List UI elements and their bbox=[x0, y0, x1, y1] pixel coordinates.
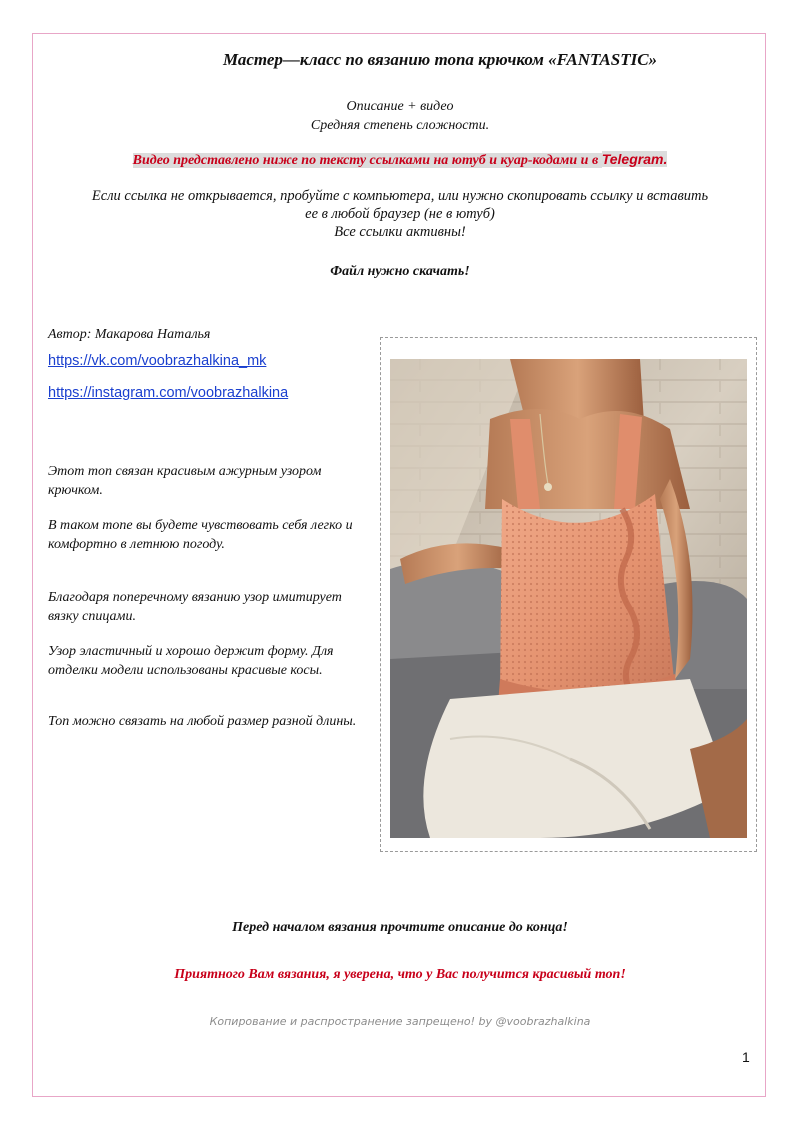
author-name: Автор: Макарова Наталья bbox=[48, 327, 211, 342]
video-note-text: Видео представлено ниже по тексту ссылками на ютуб и куар-кодами и в bbox=[132, 153, 602, 168]
read-note: Перед началом вязания прочтите описание до конца! bbox=[232, 920, 568, 935]
product-photo bbox=[390, 359, 747, 838]
wish-note: Приятного Вам вязания, я уверена, что у Вас получится красивый топ! bbox=[174, 967, 626, 982]
description-paragraph-3: Благодаря поперечному вязанию узор имитирует вязку спицами. bbox=[48, 590, 342, 624]
link-info-line-3: Все ссылки активны! bbox=[334, 224, 466, 240]
download-note: Файл нужно скачать! bbox=[330, 264, 470, 279]
page-title: Мастер—класс по вязанию топа крючком «FANTASTIC» bbox=[222, 50, 658, 69]
vk-link[interactable]: https://vk.com/voobrazhalkina_mk bbox=[48, 353, 267, 369]
subtitle-difficulty: Средняя степень сложности. bbox=[310, 118, 490, 133]
link-info-line-2: ее в любой браузер (не в ютуб) bbox=[305, 206, 495, 222]
description-paragraph-5: Топ можно связать на любой размер разной длины. bbox=[48, 714, 357, 729]
link-info-line-1: Если ссылка не открывается, пробуйте с компьютера, или нужно скопировать ссылку и вставить bbox=[91, 188, 709, 204]
link-info bbox=[40, 187, 760, 241]
copyright-note: Копирование и распространение запрещено! by @voobrazhalkina bbox=[209, 1015, 591, 1028]
description-paragraph-2: В таком топе вы будете чувствовать себя легко и комфортно в летнюю погоду. bbox=[48, 518, 353, 552]
video-note bbox=[40, 150, 760, 170]
description-paragraph-4: Узор эластичный и хорошо держит форму. Для отделки модели использованы красивые косы. bbox=[48, 644, 334, 678]
video-note-telegram: Telegram. bbox=[601, 151, 668, 167]
instagram-link[interactable]: https://instagram.com/voobrazhalkina bbox=[48, 385, 289, 401]
subtitle-description: Описание + видео bbox=[346, 99, 454, 114]
page-number: 1 bbox=[742, 1049, 750, 1065]
description-paragraph-1: Этот топ связан красивым ажурным узором крючком. bbox=[48, 464, 322, 498]
